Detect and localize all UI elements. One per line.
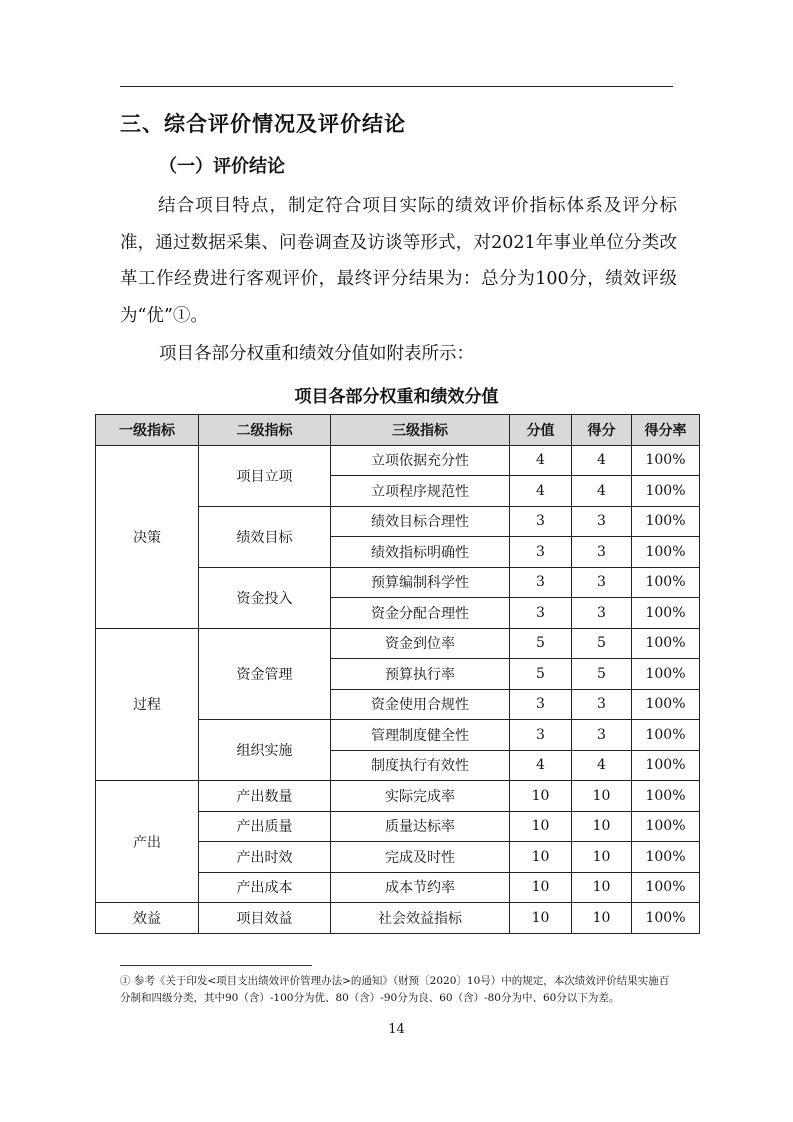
level3-cell: 绩效指标明确性: [331, 537, 510, 568]
level2-cell: 产出质量: [199, 811, 331, 842]
rate-cell: 100%: [632, 659, 700, 690]
got-cell: 4: [572, 750, 632, 781]
got-cell: 10: [572, 903, 632, 934]
got-cell: 4: [572, 445, 632, 476]
level3-cell: 资金到位率: [331, 628, 510, 659]
got-cell: 3: [572, 689, 632, 720]
score-cell: 10: [510, 811, 572, 842]
score-cell: 3: [510, 598, 572, 629]
score-cell: 4: [510, 476, 572, 507]
got-cell: 3: [572, 567, 632, 598]
footnote: ① 参考《关于印发<项目支出绩效评价管理办法>的通知》（财预〔2020〕10号）中的规定，本次绩效评价结果实施百分制和四级分类，其中90（含）-100分为优、80（含）-90分为良、60（含）-80分为中、60分以下为差。: [120, 975, 670, 1004]
score-cell: 10: [510, 872, 572, 903]
header-level2: 二级指标: [199, 415, 331, 446]
rate-cell: 100%: [632, 903, 700, 934]
level3-cell: 绩效目标合理性: [331, 506, 510, 537]
level3-cell: 社会效益指标: [331, 903, 510, 934]
level3-cell: 质量达标率: [331, 811, 510, 842]
level1-cell: 过程: [96, 628, 199, 781]
score-cell: 10: [510, 903, 572, 934]
level1-cell: 产出: [96, 781, 199, 903]
level2-cell: 产出成本: [199, 872, 331, 903]
score-cell: 3: [510, 689, 572, 720]
level1-cell: 效益: [96, 903, 199, 934]
subsection-heading: （一）评价结论: [159, 156, 285, 177]
score-cell: 3: [510, 537, 572, 568]
score-cell: 5: [510, 628, 572, 659]
got-cell: 10: [572, 781, 632, 812]
score-cell: 4: [510, 750, 572, 781]
got-cell: 5: [572, 659, 632, 690]
got-cell: 10: [572, 872, 632, 903]
header-level3: 三级指标: [331, 415, 510, 446]
level1-cell: 决策: [96, 445, 199, 628]
score-cell: 10: [510, 842, 572, 873]
performance-table: [95, 414, 700, 934]
score-cell: 10: [510, 781, 572, 812]
rate-cell: 100%: [632, 689, 700, 720]
page-number: 14: [388, 1022, 405, 1037]
got-cell: 10: [572, 842, 632, 873]
rate-cell: 100%: [632, 476, 700, 507]
rate-cell: 100%: [632, 628, 700, 659]
got-cell: 10: [572, 811, 632, 842]
level2-cell: 组织实施: [199, 720, 331, 781]
rate-cell: 100%: [632, 750, 700, 781]
got-cell: 5: [572, 628, 632, 659]
rate-cell: 100%: [632, 720, 700, 751]
level3-cell: 制度执行有效性: [331, 750, 510, 781]
level2-cell: 资金投入: [199, 567, 331, 628]
level3-cell: 预算编制科学性: [331, 567, 510, 598]
rate-cell: 100%: [632, 872, 700, 903]
level2-cell: 产出数量: [199, 781, 331, 812]
header-rule: [120, 86, 673, 87]
level3-cell: 成本节约率: [331, 872, 510, 903]
table-row: [96, 781, 700, 812]
conclusion-paragraph: 结合项目特点，制定符合项目实际的绩效评价指标体系及评分标准，通过数据采集、问卷调查及访谈等形式，对2021年事业单位分类改革工作经费进行客观评价，最终评分结果为：总分为100分，绩效评级为“优”①。: [120, 196, 677, 326]
rate-cell: 100%: [632, 811, 700, 842]
score-cell: 5: [510, 659, 572, 690]
rate-cell: 100%: [632, 598, 700, 629]
level2-cell: 资金管理: [199, 628, 331, 720]
table-row: [96, 628, 700, 659]
level3-cell: 立项程序规范性: [331, 476, 510, 507]
score-cell: 3: [510, 567, 572, 598]
level3-cell: 资金分配合理性: [331, 598, 510, 629]
table-row: [96, 445, 700, 476]
rate-cell: 100%: [632, 506, 700, 537]
rate-cell: 100%: [632, 781, 700, 812]
section-heading: 三、综合评价情况及评价结论: [120, 112, 406, 136]
table-title: 项目各部分权重和绩效分值: [294, 387, 499, 407]
score-cell: 3: [510, 720, 572, 751]
level3-cell: 预算执行率: [331, 659, 510, 690]
level3-cell: 立项依据充分性: [331, 445, 510, 476]
level3-cell: 实际完成率: [331, 781, 510, 812]
header-level1: 一级指标: [96, 415, 199, 446]
level3-cell: 管理制度健全性: [331, 720, 510, 751]
rate-cell: 100%: [632, 842, 700, 873]
score-cell: 4: [510, 445, 572, 476]
header-score: 分值: [510, 415, 572, 446]
got-cell: 3: [572, 598, 632, 629]
got-cell: 3: [572, 537, 632, 568]
rate-cell: 100%: [632, 445, 700, 476]
level2-cell: 项目效益: [199, 903, 331, 934]
level3-cell: 资金使用合规性: [331, 689, 510, 720]
table-header-row: [96, 415, 700, 446]
level2-cell: 产出时效: [199, 842, 331, 873]
got-cell: 3: [572, 720, 632, 751]
level3-cell: 完成及时性: [331, 842, 510, 873]
level2-cell: 绩效目标: [199, 506, 331, 567]
footnote-rule: [120, 965, 312, 966]
header-got: 得分: [572, 415, 632, 446]
table-row: [96, 903, 700, 934]
header-rate: 得分率: [632, 415, 700, 446]
rate-cell: 100%: [632, 567, 700, 598]
got-cell: 3: [572, 506, 632, 537]
got-cell: 4: [572, 476, 632, 507]
table-intro-paragraph: 项目各部分权重和绩效分值如附表所示：: [159, 344, 474, 364]
level2-cell: 项目立项: [199, 445, 331, 506]
score-cell: 3: [510, 506, 572, 537]
rate-cell: 100%: [632, 537, 700, 568]
